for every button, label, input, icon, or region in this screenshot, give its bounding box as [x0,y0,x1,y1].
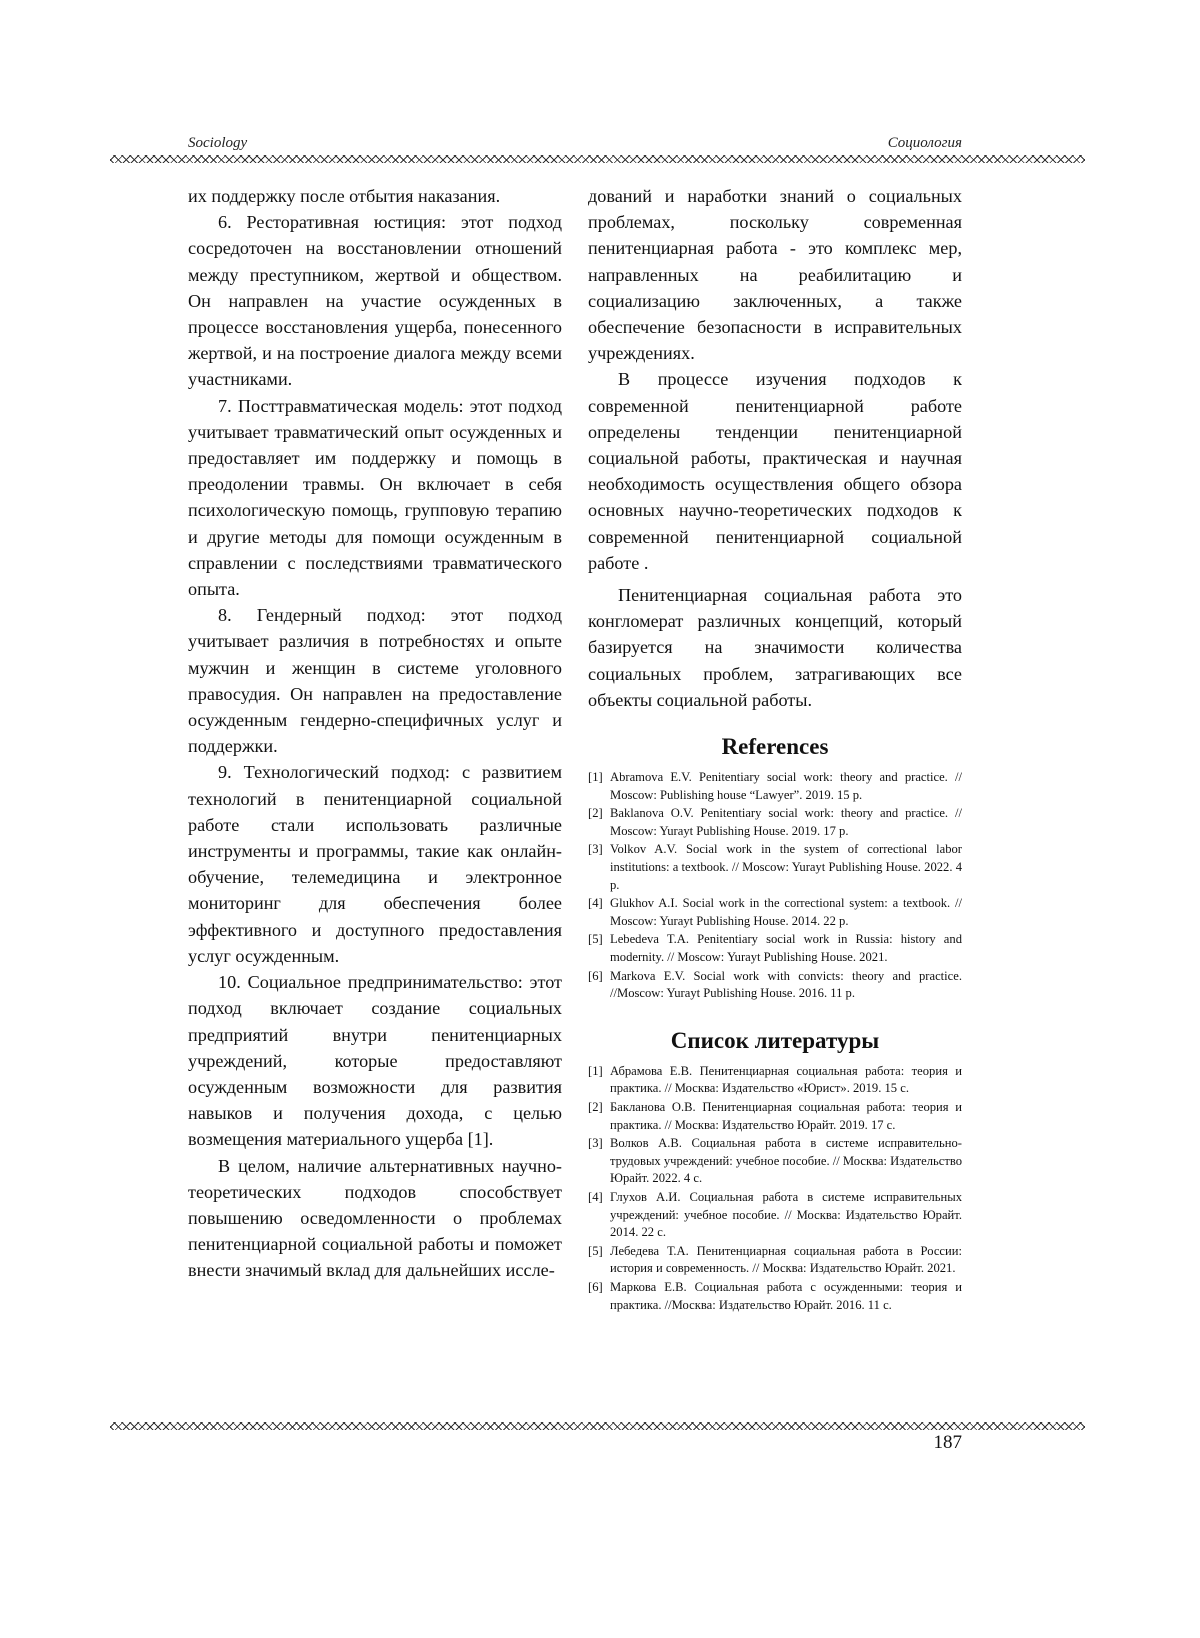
reference-number: [2] [588,806,603,821]
body-paragraph: 6. Ресторативная юстиция: этот подход сосредоточен на восстановлении отношений между преступником, жертвой и обществом. Он направлен на участие осужденных в процессе восстановления ущерба, понесенного жертвой, и на построение диалога между всеми участниками. [188,212,562,390]
bibliography-text: Бакланова О.В. Пенитенциарная социальная работа: теория и практика. // Москва: Издательство Юрайт. 2019. 17 с. [610,1099,962,1132]
reference-number: [6] [588,968,603,983]
bibliography-text: Маркова Е.В. Социальная работа с осужденными: теория и практика. //Москва: Издательство Юрайт. 2016. 11 с. [610,1279,962,1312]
bibliography-heading: Список литературы [670,1027,880,1053]
running-header-right: Социология [887,135,962,151]
footer-ornament-divider [110,1422,1085,1430]
bibliography-text: Абрамова Е.В. Пенитенциарная социальная работа: теория и практика. // Москва: Издательство «Юрист». 2019. 15 с. [610,1063,962,1096]
references-heading: References [721,734,829,760]
body-paragraph: 7. Посттравматическая модель: этот подход учитывает травматический опыт осужденных и предоставляет им поддержку и помощь в преодолении травмы. Он включает в себя психологическую помощь, групповую терапию и другие методы для помощи осужденным в справлении с последствиями травматического опыта. [188,395,562,600]
reference-text: Markova E.V. Social work with convicts: theory and practice. //Moscow: Yurayt Publishing House. 2016. 11 p. [610,968,962,1001]
running-header [188,132,962,154]
bibliography-item [588,1135,962,1188]
left-column [188,183,562,1284]
body-paragraph: Пенитенциарная социальная работа это конгломерат различных концепций, который базируется на значимости количества социальных проблем, затрагивающих все объекты социальной работы. [588,585,962,710]
bibliography-item [588,1099,962,1134]
bibliography-item [588,1063,962,1098]
body-paragraph: их поддержку после отбытия наказания. [188,186,501,206]
reference-text: Baklanova O.V. Penitentiary social work: theory and practice. // Moscow: Yurayt Publishing House. 2019. 17 p. [610,806,962,838]
reference-number: [4] [588,896,603,911]
page-number: 187 [933,1432,962,1453]
bibliography-text: Глухов А.И. Социальная работа в системе исправительных учреждений: учебное пособие. // Москва: Издательство Юрайт. 2014. 22 с. [610,1189,962,1240]
body-paragraph: В процессе изучения подходов к современной пенитенциарной работе определены тенденции пенитенциарной социальной работы, практическая и научная необходимость осуществления общего обзора основных научно-теоретических подходов к современной пенитенциарной социальной работе . [588,369,962,573]
bibliography-text: Волков А.В. Социальная работа в системе исправительно-трудовых учреждений: учебное пособие. // Москва: Издательство Юрайт. 2022. 4 с. [610,1136,963,1186]
body-paragraph: дований и наработки знаний о социальных проблемах, поскольку современная пенитенциарная работа - это комплекс мер, направленных на реабилитацию и социализацию заключенных, а также обеспечение безопасности в исправительных учреждениях. [588,186,962,364]
reference-item [588,931,962,966]
body-paragraph: 10. Социальное предпринимательство: этот подход включает создание социальных предприятий внутри пенитенциарных учреждений, которые предоставляют осужденным возможности для развития навыков и получения дохода, с целью возмещения материального ущерба [1]. [188,972,562,1150]
bibliography-item [588,1243,962,1278]
bibliography-number: [2] [588,1099,603,1114]
reference-item [588,769,962,804]
body-paragraph: В целом, наличие альтернативных научно-теоретических подходов способствует повышению осведомленности о проблемах пенитенциарной социальной работы и поможет внести значимый вклад для дальнейших иссле- [188,1155,562,1281]
reference-text: Glukhov A.I. Social work in the correctional system: a textbook. // Moscow: Yurayt Publishing House. 2014. 22 p. [610,896,962,928]
reference-text: Abramova E.V. Penitentiary social work: theory and practice. // Moscow: Publishing house “Lawyer”. 2019. 15 p. [610,770,962,802]
body-paragraph: 9. Технологический подход: с развитием технологий в пенитенциарной социальной работе стали использовать различные инструменты и программы, такие как онлайн-обучение, телемедицина и электронное мониторинг для обеспечения более эффективного и доступного предоставления услуг осужденным. [188,762,562,966]
reference-item [588,895,962,930]
body-paragraph: 8. Гендерный подход: этот подход учитывает различия в потребностях и опыте мужчин и женщин в системе уголовного правосудия. Он направлен на предоставление осужденным гендерно-специфичных услуг и поддержки. [188,605,562,757]
reference-number: [3] [588,842,603,857]
bibliography-number: [5] [588,1243,603,1258]
bibliography-text: Лебедева Т.А. Пенитенциарная социальная работа в России: история и современность. // Москва: Издательство Юрайт. 2021. [610,1243,962,1276]
header-ornament-divider [110,155,1085,163]
bibliography-number: [1] [588,1063,603,1078]
bibliography-item [588,1279,962,1314]
bibliography-number: [6] [588,1279,603,1294]
reference-number: [5] [588,932,603,947]
running-header-left: Sociology [188,135,248,151]
reference-item [588,841,962,894]
bibliography-number: [4] [588,1189,603,1204]
bibliography-list [588,1063,962,1314]
right-column [588,183,962,1315]
references-list [588,769,962,1003]
reference-item [588,968,962,1003]
bibliography-item [588,1189,962,1242]
bibliography-number: [3] [588,1136,603,1151]
reference-number: [1] [588,770,603,785]
reference-text: Volkov A.V. Social work in the system of correctional labor institutions: a textbook. // Moscow: Yurayt Publishing House. 2022. 4 p. [610,842,962,892]
reference-item [588,805,962,840]
reference-text: Lebedeva T.A. Penitentiary social work in Russia: history and modernity. // Moscow: Yurayt Publishing House. 2021. [610,932,962,964]
